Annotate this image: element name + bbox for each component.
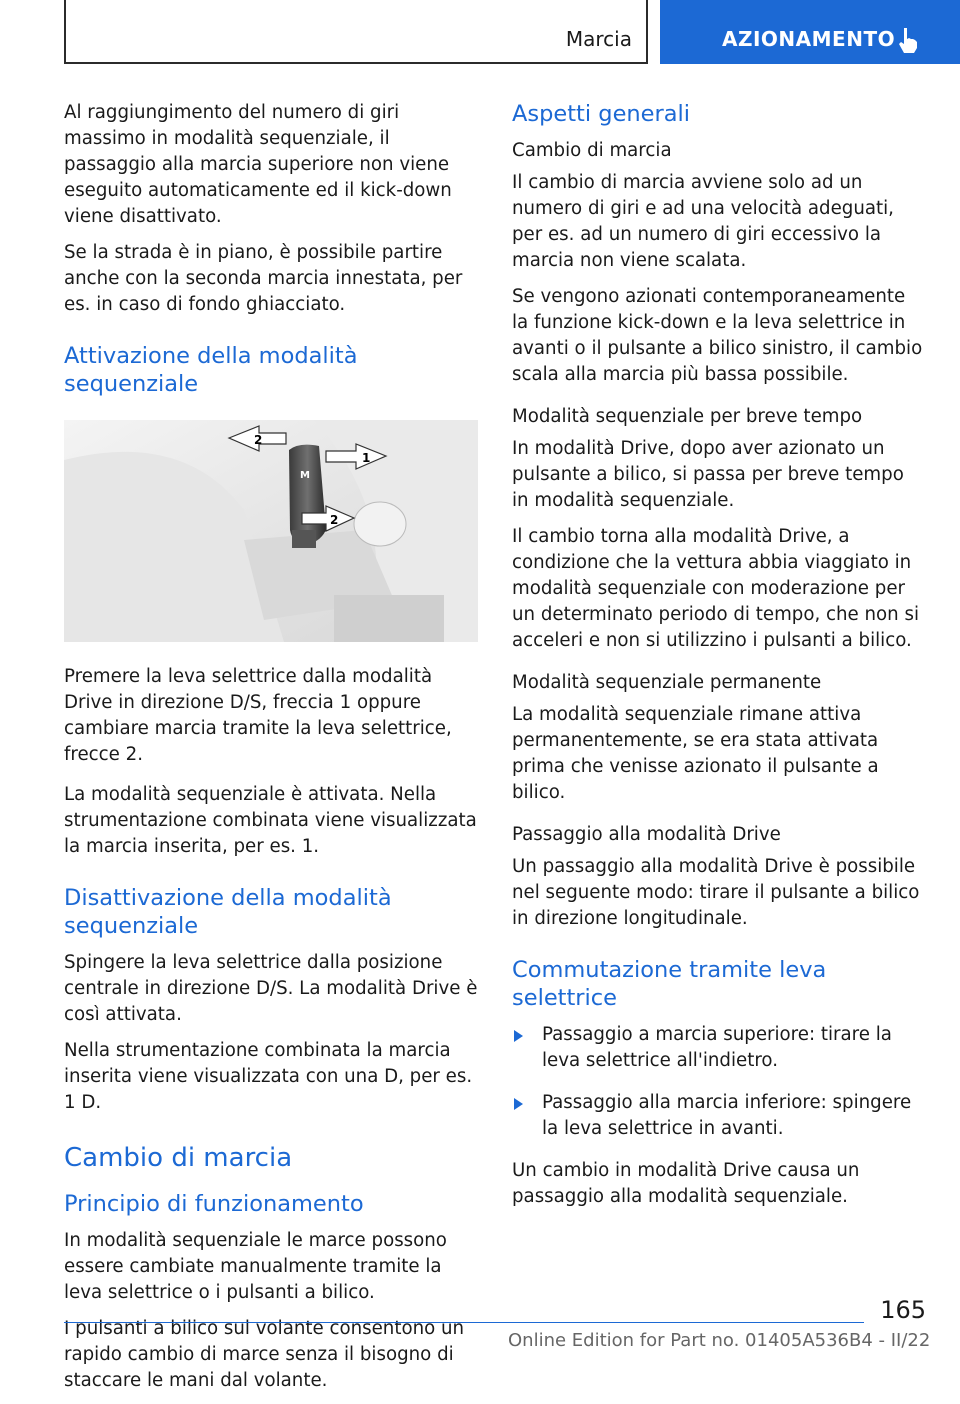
subheading: Modalità sequenziale permanente [512,672,822,693]
paragraph: In modalità sequenziale le marce possono essere cambiate manualmente tramite la leva selettrice o i pulsanti a bilico. [64,1230,447,1303]
gear-selector-figure [64,420,478,642]
heading-activation: Attivazione della modalità sequenziale [64,343,358,397]
paragraph: Nella strumentazione combinata la marcia inserita viene visualizzata con una D, per es. 1 D. [64,1040,473,1113]
footer-edition: Online Edition for Part no. 01405A536B4 - II/22 [508,1330,931,1351]
paragraph: La modalità sequenziale rimane attiva permanentemente, se era stata attivata prima che venisse azionato il pulsante a bilico. [512,704,879,803]
heading-gear-change: Cambio di marcia [64,1143,293,1173]
paragraph: Al raggiungimento del numero di giri massimo in modalità sequenziale, il passaggio alla marcia superiore non viene eseguito automaticamente ed il kick-down viene disattivato. [64,102,452,227]
list-item-text: Passaggio alla marcia inferiore: spingere la leva selettrice in avanti. [542,1092,912,1139]
list-item [512,1090,926,1142]
bullet-list [512,1022,926,1142]
triangle-bullet-icon [514,1098,523,1110]
paragraph: Se vengono azionati contemporaneamente la funzione kick-down e la leva selettrice in avanti o il pulsante a bilico sinistro, il cambio scala alla marcia più bassa possibile. [512,286,923,385]
chapter-title: AZIONAMENTO [722,27,896,51]
figure-label: 2 [330,513,339,527]
heading-general: Aspetti generali [512,101,691,127]
paragraph: Spingere la leva selettrice dalla posizione centrale in direzione D/S. La modalità Drive è così attivata. [64,952,478,1025]
paragraph: Un cambio in modalità Drive causa un passaggio alla modalità sequenziale. [512,1160,860,1207]
paragraph: Il cambio di marcia avviene solo ad un numero di giri e ad una velocità adeguati, per es. ad un numero di giri eccessivo la marcia non viene scalata. [512,172,894,271]
list-item [512,1022,926,1074]
right-column [512,100,926,1220]
svg-text:M: M [300,470,310,481]
footer-divider [64,1322,864,1323]
list-item-text: Passaggio a marcia superiore: tirare la leva selettrice all'indietro. [542,1024,892,1071]
subheading: Modalità sequenziale per breve tempo [512,406,863,427]
paragraph: Se la strada è in piano, è possibile partire anche con la seconda marcia innestata, per es. in caso di fondo ghiacciato. [64,242,463,315]
paragraph: Il cambio torna alla modalità Drive, a condizione che la vettura abbia viaggiato in modalità sequenziale con moderazione per un determinato periodo di tempo, che non si acceleri e non si utilizzino i pulsanti a bilico. [512,526,920,651]
subheading: Passaggio alla modalità Drive [512,824,781,845]
paragraph: Premere la leva selettrice dalla modalità Drive in direzione D/S, freccia 1 oppure cambiare marcia tramite la leva selettrice, frecce 2. [64,666,452,765]
heading-deactivation: Disattivazione della modalità sequenziale [64,885,392,939]
section-title: Marcia [565,27,632,51]
paragraph: I pulsanti a bilico sul volante consentono un rapido cambio di marce senza il bisogno di staccare le mani dal volante. [64,1318,465,1391]
subheading: Cambio di marcia [512,140,672,161]
paragraph: In modalità Drive, dopo aver azionato un pulsante a bilico, si passa per breve tempo in modalità sequenziale. [512,438,904,511]
left-column [64,100,478,1404]
heading-lever-switch: Commutazione tramite leva selettrice [512,957,827,1011]
paragraph: La modalità sequenziale è attivata. Nella strumentazione combinata viene visualizzata la marcia inserita, per es. 1. [64,784,477,857]
paragraph: Un passaggio alla modalità Drive è possibile nel seguente modo: tirare il pulsante a bilico in direzione longitudinale. [512,856,920,929]
page-number: 165 [880,1296,926,1324]
hand-pointer-icon [896,26,920,54]
triangle-bullet-icon [514,1030,523,1042]
figure-label: 1 [362,451,371,465]
figure-label: 2 [254,433,263,447]
section-tab [64,0,648,64]
heading-principle: Principio di funzionamento [64,1191,364,1217]
